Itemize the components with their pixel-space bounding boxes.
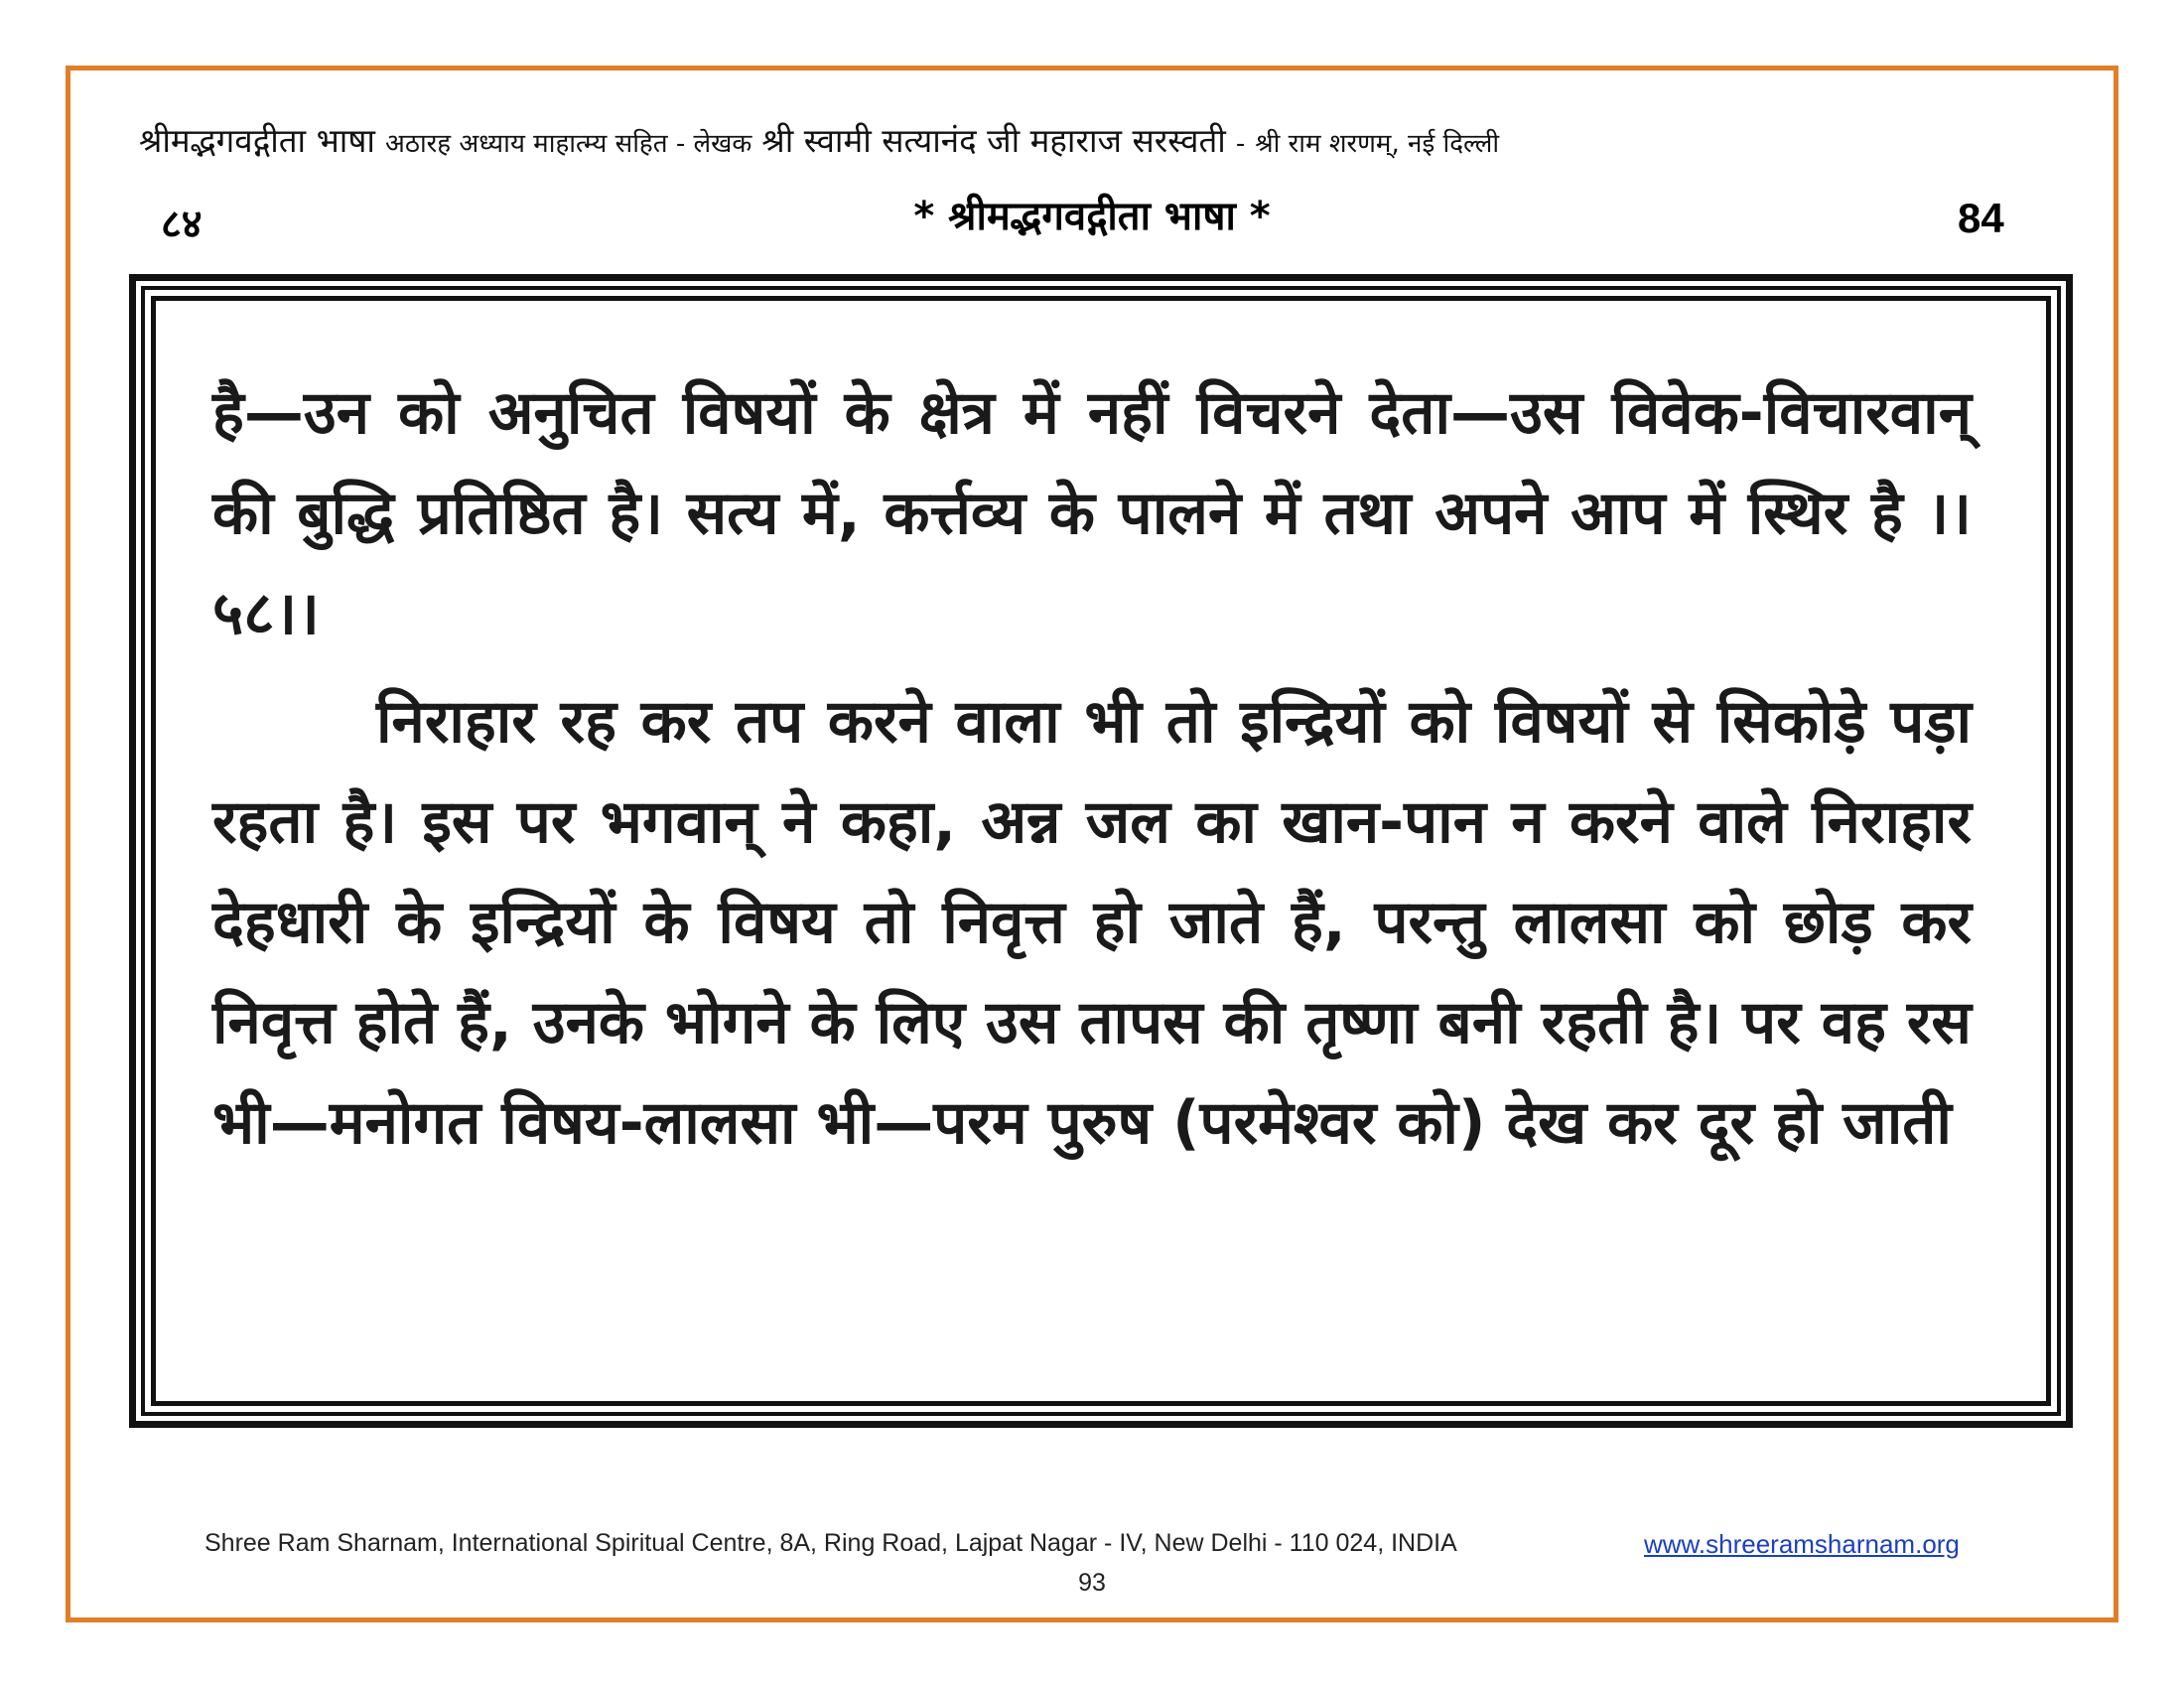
page-number-devanagari: ८४	[161, 202, 203, 247]
book-title: श्रीमद्भगवद्गीता भाषा	[139, 121, 375, 160]
pdf-page-number: 93	[1078, 1569, 1106, 1597]
paragraph: निराहार रह कर तप करने वाला भी तो इन्द्रियों को विषयों से सिकोड़े पड़ा रहता है। इस पर भगवान् ने कहा, अन्न जल का खान-पान न करने वाले निराहार देहधारी के इन्द्रियों के विषय तो निवृत्त हो जाते हैं, परन्तु लालसा को छोड़ कर निवृत्त होते हैं, उनके भोगने के लिए उस तापस की तृष्णा बनी रहती है। पर वह रस भी—मनोगत विषय-लालसा भी—परम पुरुष (परमेश्वर को) देख कर दूर हो जाती	[212, 687, 1972, 1158]
body-text	[212, 363, 1972, 1174]
running-head: * श्रीमद्भगवद्गीता भाषा *	[913, 194, 1271, 239]
footer-address: Shree Ram Sharnam, International Spiritual Centre, 8A, Ring Road, Lajpat Nagar - IV, New Delhi - 110 024, INDIA	[205, 1529, 1457, 1557]
publisher-name: श्री राम शरणम्, नई दिल्ली	[1255, 129, 1500, 159]
author-name: श्री स्वामी सत्यानंद जी महाराज सरस्वती	[761, 121, 1226, 160]
book-subtitle: अठारह अध्याय माहात्म्य सहित - लेखक	[384, 129, 752, 159]
header-line	[139, 117, 2065, 162]
paragraph: है—उन को अनुचित विषयों के क्षेत्र में नहीं विचरने देता—उस विवेक-विचारवान् की बुद्धि प्रतिष्ठित है। सत्य में, कर्त्तव्य के पालने में तथा अपने आप में स्थिर है ।।५८।।	[212, 378, 1972, 648]
page-number-arabic: 84	[1958, 195, 2004, 241]
website-link[interactable]: www.shreeramsharnam.org	[1644, 1529, 1960, 1559]
header-separator: -	[1235, 129, 1246, 159]
